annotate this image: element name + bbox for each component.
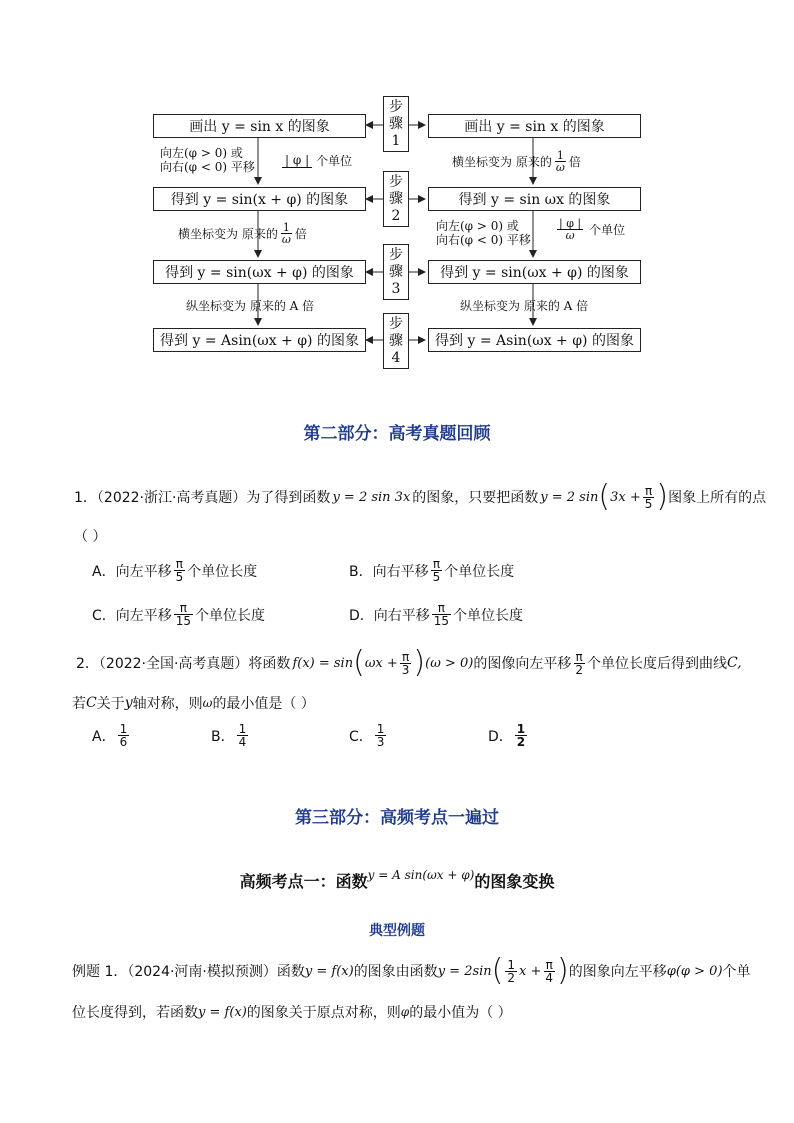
- right-paren: ): [656, 479, 669, 514]
- step-num: 3: [391, 280, 401, 297]
- topic-1-title: [0, 869, 794, 892]
- q2-mid: 的图像向左平移: [473, 656, 572, 672]
- option-tail: 个单位长度: [187, 563, 258, 580]
- numerator: π: [545, 957, 553, 972]
- step-char-a: 步: [389, 315, 403, 332]
- q2-formula-1b: ωx +: [364, 655, 398, 671]
- fraction: [573, 651, 585, 676]
- q1-formula-2b: 3x +: [610, 489, 641, 505]
- denominator: ω: [555, 161, 565, 174]
- fraction: [643, 485, 655, 510]
- numerator: π: [401, 649, 410, 664]
- ex1-mid: 的图象由函数: [353, 964, 438, 980]
- ex1-l2f: y = f(x): [198, 1004, 247, 1020]
- ex1-formula-2a: y = 2sin: [437, 963, 492, 979]
- option-label: D．: [488, 728, 513, 745]
- left-box-3: 得到 y = sin(ωx + φ) 的图象: [153, 260, 366, 284]
- left-paren: (: [598, 479, 611, 514]
- note-tail: 个单位: [589, 222, 626, 237]
- q1-option-b[interactable]: [349, 558, 514, 583]
- left-box-4: 得到 y = Asin(ωx + φ) 的图象: [153, 328, 366, 352]
- option-label: C．: [349, 728, 373, 745]
- step-char-b: 骤: [389, 332, 403, 349]
- q1-option-c[interactable]: [92, 602, 265, 627]
- option-tail: 个单位长度: [444, 563, 515, 580]
- fraction: [174, 558, 186, 583]
- note-line: 向右(φ < 0) 平移: [160, 160, 255, 174]
- left-note-1-shift: [282, 153, 352, 168]
- fraction: [557, 218, 583, 241]
- ex1-prefix: 例题 1．（2024·河南·模拟预测）函数: [72, 964, 305, 980]
- denominator: ω: [565, 229, 575, 242]
- denominator: ω: [281, 233, 291, 246]
- left-box-2: 得到 y = sin(x + φ) 的图象: [153, 187, 366, 211]
- note-text: 横坐标变为 原来的: [452, 154, 552, 169]
- note-line: 向左(φ > 0) 或: [160, 146, 243, 160]
- q1-prefix: 1．（2022·浙江·高考真题）为了得到函数: [74, 490, 331, 506]
- fraction: [174, 602, 193, 627]
- denominator: 3: [376, 735, 385, 749]
- q1-formula-1: y = 2 sin 3x: [332, 489, 411, 505]
- step-char-b: 骤: [389, 190, 403, 207]
- step-box-3: [383, 244, 409, 300]
- step-box-2: [383, 171, 409, 227]
- step-char-b: 骤: [389, 115, 403, 132]
- q1-option-d[interactable]: [349, 602, 523, 627]
- numerator: π: [179, 601, 188, 615]
- left-paren: (: [353, 645, 365, 680]
- option-label: A．向左平移: [92, 563, 172, 580]
- note-tail: 倍: [294, 226, 307, 241]
- numerator: | φ |: [559, 217, 582, 230]
- ex1-l2a: 位长度得到，若函数: [72, 1005, 198, 1021]
- left-note-3: 纵坐标变为 原来的 A 倍: [186, 299, 315, 313]
- ex1-l2c: 的最小值为（ ）: [409, 1005, 512, 1021]
- note-line: 向右(φ < 0) 平移: [436, 233, 531, 247]
- step-char-a: 步: [389, 173, 403, 190]
- topic-1-prefix: 高频考点一：函数: [239, 872, 368, 891]
- denominator: 5: [432, 570, 441, 584]
- numerator: π: [644, 483, 653, 498]
- note-line: 向左(φ > 0) 或: [436, 219, 519, 233]
- note-tail: 个单位: [316, 153, 353, 168]
- right-paren: ): [413, 645, 426, 680]
- denominator: 5: [175, 570, 184, 584]
- denominator: 2: [575, 662, 583, 677]
- shift-amount: | φ |: [282, 153, 312, 168]
- left-note-1: [160, 146, 255, 174]
- fraction: [375, 723, 387, 748]
- step-num: 2: [391, 207, 401, 224]
- fraction: [515, 723, 527, 748]
- fraction: [280, 222, 293, 245]
- option-label: C．向左平移: [92, 607, 172, 624]
- q1-option-a[interactable]: [92, 558, 257, 583]
- q2-l2a: 若: [72, 696, 86, 712]
- q2-condition: (ω > 0): [425, 655, 474, 671]
- fraction: [432, 602, 451, 627]
- step-num: 4: [391, 349, 401, 366]
- fraction: [554, 150, 567, 173]
- ex1-shift: φ(φ > 0): [666, 963, 723, 979]
- option-label: B．向右平移: [349, 563, 429, 580]
- topic-1-suffix: 的图象变换: [474, 872, 555, 891]
- note-text: 横坐标变为 原来的: [178, 226, 278, 241]
- numerator: π: [437, 601, 446, 615]
- q1-formula-2a: y = 2 sin: [540, 489, 599, 505]
- question-2-line1: [76, 645, 742, 680]
- ex1-l2phi: φ: [400, 1005, 410, 1019]
- right-note-2: [436, 219, 531, 247]
- left-box-1: 画出 y = sin x 的图象: [153, 114, 366, 138]
- example-1-line1: [72, 953, 751, 988]
- right-note-2-shift: [555, 218, 625, 241]
- section-3-title: 第三部分：高频考点一遍过: [295, 808, 499, 828]
- fraction: [400, 651, 412, 676]
- q1-post: 图象上所有的点: [668, 490, 767, 506]
- fraction: [431, 558, 443, 583]
- denominator: 3: [401, 662, 410, 677]
- ex1-post: 的图象向左平移: [568, 964, 667, 980]
- ex1-formula-1: y = f(x): [304, 963, 354, 979]
- q2-l2y: y: [124, 695, 133, 711]
- numerator: π: [175, 557, 184, 571]
- numerator: 1: [238, 722, 247, 736]
- step-char-b: 骤: [389, 263, 403, 280]
- q2-post: 个单位长度后得到曲线: [586, 656, 727, 672]
- numerator: 1: [376, 722, 385, 736]
- q2-option-d[interactable]: [488, 723, 529, 748]
- numerator: 1: [119, 722, 128, 736]
- option-tail: 个单位长度: [195, 607, 266, 624]
- q2-l2b: 关于: [96, 696, 125, 712]
- question-2-line2: [72, 693, 315, 713]
- q2-l2e: 的最小值是（ ）: [212, 696, 315, 712]
- question-1-line1: [74, 479, 767, 514]
- denominator: 5: [644, 496, 653, 511]
- right-box-2: 得到 y = sin ωx 的图象: [428, 187, 641, 211]
- option-tail: 个单位长度: [453, 607, 524, 624]
- q2-l2c: C: [86, 695, 97, 711]
- ex1-l2b: 的图象关于原点对称，则: [246, 1005, 401, 1021]
- q2-option-a[interactable]: [92, 723, 131, 748]
- step-char-a: 步: [389, 98, 403, 115]
- denominator: 15: [175, 614, 192, 628]
- fraction: [237, 723, 249, 748]
- q2-l2w: ω: [202, 696, 213, 710]
- q2-prefix: 2．（2022·全国·高考真题）将函数: [76, 656, 291, 672]
- step-char-a: 步: [389, 246, 403, 263]
- numerator: 1: [516, 722, 526, 736]
- denominator: 2: [516, 735, 526, 749]
- fraction: [118, 723, 130, 748]
- numerator: 1: [282, 221, 290, 234]
- left-paren: (: [491, 953, 504, 988]
- ex1-formula-2b: x +: [519, 963, 542, 979]
- section-2-title: 第二部分：高考真题回顾: [303, 424, 491, 444]
- numerator: π: [432, 557, 441, 571]
- right-box-1: 画出 y = sin x 的图象: [428, 114, 641, 138]
- step-num: 1: [391, 132, 401, 149]
- right-note-1: [452, 150, 581, 173]
- ex1-post2: 个单: [722, 964, 751, 980]
- fraction: [543, 959, 555, 984]
- step-box-1: [383, 96, 409, 152]
- option-label: D．向右平移: [349, 607, 430, 624]
- note-tail: 倍: [568, 154, 581, 169]
- topic-1-formula: y = A sin(ωx + φ): [367, 867, 475, 882]
- q1-mid: 的图象，只要把函数: [412, 490, 539, 506]
- numerator: π: [575, 649, 583, 664]
- option-label: B．: [211, 728, 235, 745]
- right-note-3: 纵坐标变为 原来的 A 倍: [460, 299, 589, 313]
- denominator: 4: [545, 970, 554, 985]
- example-1-line2: [72, 1002, 512, 1022]
- q2-formula-1: f(x) = sin: [292, 655, 354, 671]
- denominator: 2: [507, 970, 516, 985]
- right-paren: ): [557, 953, 569, 988]
- q2-option-b[interactable]: [211, 723, 250, 748]
- q2-l2d: 轴对称，则: [132, 696, 203, 712]
- q2-option-c[interactable]: [349, 723, 388, 748]
- example-heading: 典型例题: [369, 923, 425, 939]
- numerator: 1: [556, 149, 564, 162]
- denominator: 4: [238, 735, 247, 749]
- numerator: 1: [507, 957, 516, 972]
- denominator: 6: [119, 735, 128, 749]
- fraction: [505, 959, 517, 984]
- left-note-2: [178, 222, 307, 245]
- question-1-answer-paren: （ ）: [74, 529, 107, 545]
- option-label: A．: [92, 728, 116, 745]
- q2-curve: C,: [726, 655, 742, 671]
- denominator: 15: [433, 614, 450, 628]
- right-box-3: 得到 y = sin(ωx + φ) 的图象: [428, 260, 641, 284]
- right-box-4: 得到 y = Asin(ωx + φ) 的图象: [428, 328, 641, 352]
- step-box-4: [383, 313, 409, 369]
